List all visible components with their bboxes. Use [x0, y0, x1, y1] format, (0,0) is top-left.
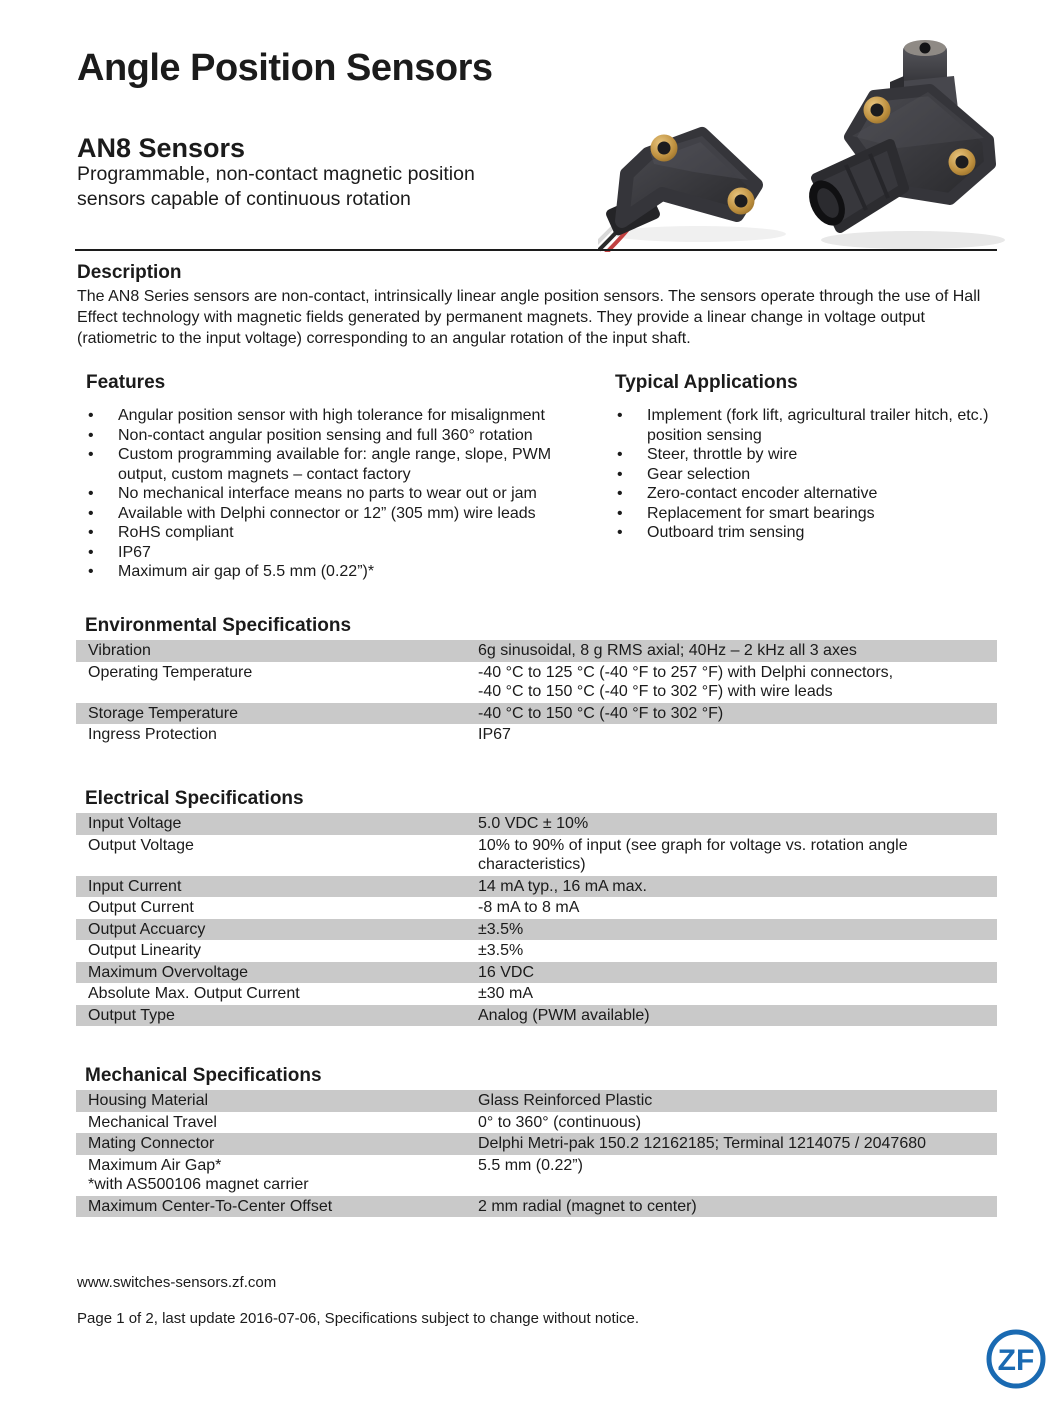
applications-section [615, 372, 1007, 543]
description-section [77, 262, 989, 349]
spec-label: Output Accuarcy [88, 920, 206, 938]
table-row [76, 640, 997, 662]
spec-label: Absolute Max. Output Current [88, 985, 300, 1002]
list-item: • Replacement for smart bearings [615, 504, 1007, 524]
spec-value [478, 836, 997, 875]
spec-label: Output Current [88, 899, 194, 916]
list-item: • RoHS compliant [86, 523, 591, 543]
spec-label [76, 1156, 478, 1195]
zf-logo-text: ZF [997, 1344, 1035, 1377]
spec-label: Housing Material [88, 1092, 209, 1109]
table-row [76, 940, 997, 962]
product-photos [598, 22, 1010, 252]
spec-label: Maximum Center-To-Center Offset [88, 1197, 333, 1215]
spec-label: Vibration [88, 642, 151, 659]
mechanical-specs-table [76, 1090, 997, 1217]
spec-label: Input Voltage [88, 815, 182, 832]
list-item: • Available with Delphi connector or 12” (305 mm) wire leads [86, 504, 591, 524]
spec-value: 16 VDC [478, 963, 535, 981]
spec-label: Maximum Overvoltage [88, 963, 249, 981]
product-subtitle: Programmable, non-contact magnetic position sensors capable of continuous rotation [77, 163, 475, 210]
spec-value: 0° to 360° (continuous) [478, 1113, 642, 1131]
environmental-specs-heading: Environmental Specifications [85, 615, 352, 636]
spec-value: Analog (PWM available) [478, 1006, 650, 1024]
spec-value-line: 10% to 90% of input (see graph for voltage vs. rotation angle [478, 836, 908, 854]
spec-value: ±3.5% [478, 920, 524, 938]
table-row [76, 1005, 997, 1027]
spec-label-line: Maximum Air Gap* [88, 1156, 222, 1174]
page-title: Angle Position Sensors [77, 47, 493, 89]
spec-label-line: *with AS500106 magnet carrier [88, 1176, 309, 1193]
applications-list [615, 406, 1007, 543]
spec-value: -8 mA to 8 mA [478, 899, 580, 916]
table-row [76, 1196, 997, 1218]
list-item: • Angular position sensor with high tolerance for misalignment [86, 406, 591, 426]
spec-value: ±30 mA [478, 985, 534, 1002]
table-row [76, 703, 997, 725]
spec-label: Output Voltage [88, 836, 194, 854]
table-row [76, 919, 997, 941]
sensor-photo-delphi-connector [802, 40, 1005, 249]
table-row [76, 1090, 997, 1112]
environmental-specs-section [76, 615, 997, 746]
list-item: • Non-contact angular position sensing and full 360° rotation [86, 426, 591, 446]
spec-label: Output Linearity [88, 942, 201, 959]
spec-value: IP67 [478, 726, 511, 743]
table-row [76, 1133, 997, 1155]
electrical-specs-section [76, 788, 997, 1026]
zf-logo [984, 1327, 1048, 1391]
spec-label: Input Current [88, 877, 182, 895]
table-row [76, 662, 997, 703]
spec-label: Storage Temperature [88, 704, 239, 722]
table-row [76, 1155, 997, 1196]
table-row [76, 897, 997, 919]
mechanical-specs-heading: Mechanical Specifications [85, 1065, 322, 1086]
spec-value: 2 mm radial (magnet to center) [478, 1197, 697, 1215]
spec-value: ±3.5% [478, 942, 524, 959]
table-row [76, 983, 997, 1005]
spec-value: Delphi Metri-pak 150.2 12162185; Terminal 1214075 / 2047680 [478, 1135, 927, 1152]
table-row [76, 813, 997, 835]
list-item: • Steer, throttle by wire [615, 445, 1007, 465]
description-heading: Description [77, 262, 182, 283]
spec-label: Operating Temperature [88, 663, 253, 681]
list-item: • Gear selection [615, 465, 1007, 485]
electrical-specs-table [76, 813, 997, 1026]
description-text: The AN8 Series sensors are non-contact, intrinsically linear angle position sensors. The sensors operate through the use of Hall Effect technology with magnetic fields generated by permanent magnets. They provide a linear change in voltage output (ratiometric to the input voltage) corresponding to an angular rotation of the input shaft. [77, 288, 981, 347]
header-divider [75, 249, 997, 251]
spec-value-line: characteristics) [478, 856, 586, 873]
spec-value: 5.5 mm (0.22”) [478, 1156, 583, 1174]
footer-page-info: Page 1 of 2, last update 2016-07-06, Specifications subject to change without notice. [77, 1310, 640, 1327]
table-row [76, 1112, 997, 1134]
spec-value: -40 °C to 150 °C (-40 °F to 302 °F) [478, 704, 724, 722]
spec-label: Ingress Protection [88, 726, 217, 743]
list-item: • Zero-contact encoder alternative [615, 484, 1007, 504]
list-item: • Implement (fork lift, agricultural trailer hitch, etc.) position sensing [615, 406, 1007, 445]
features-list [86, 406, 591, 582]
spec-value: 6g sinusoidal, 8 g RMS axial; 40Hz – 2 kHz all 3 axes [478, 642, 857, 659]
sensor-photo-wire-leads [598, 134, 786, 252]
spec-label: Mating Connector [88, 1135, 215, 1152]
mechanical-specs-section [76, 1065, 997, 1217]
features-section [86, 372, 591, 582]
features-heading: Features [86, 372, 166, 393]
product-name: AN8 Sensors [77, 133, 246, 163]
spec-value: Glass Reinforced Plastic [478, 1092, 653, 1109]
spec-label: Mechanical Travel [88, 1113, 217, 1131]
list-item: • No mechanical interface means no parts to wear out or jam [86, 484, 591, 504]
applications-heading: Typical Applications [615, 372, 798, 393]
footer-website: www.switches-sensors.zf.com [77, 1274, 277, 1291]
table-row [76, 835, 997, 876]
list-item: • IP67 [86, 543, 591, 563]
table-row [76, 724, 997, 746]
spec-value: 5.0 VDC ± 10% [478, 815, 589, 832]
spec-value-line: -40 °C to 150 °C (-40 °F to 302 °F) with wire leads [478, 683, 833, 700]
table-row [76, 962, 997, 984]
list-item: • Maximum air gap of 5.5 mm (0.22”)* [86, 562, 591, 582]
list-item: • Custom programming available for: angle range, slope, PWM output, custom magnets – contact factory [86, 445, 591, 484]
spec-value [478, 663, 997, 702]
environmental-specs-table [76, 640, 997, 746]
spec-value: 14 mA typ., 16 mA max. [478, 877, 647, 895]
spec-value-line: -40 °C to 125 °C (-40 °F to 257 °F) with Delphi connectors, [478, 663, 894, 681]
electrical-specs-heading: Electrical Specifications [85, 788, 304, 809]
table-row [76, 876, 997, 898]
spec-label: Output Type [88, 1006, 175, 1024]
list-item: • Outboard trim sensing [615, 523, 1007, 543]
